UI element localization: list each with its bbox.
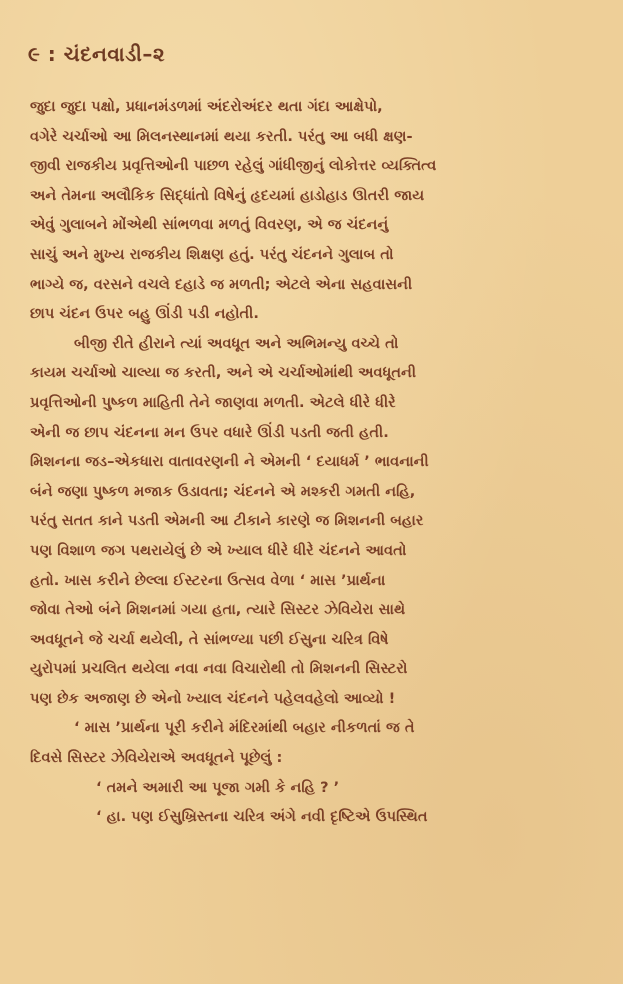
text-line: પરંતુ સતત કાને પડતી એમની આ ટીકાને કારણે જ મિશનની બહાર xyxy=(30,512,424,530)
text-line: સાચું અને મુખ્ય રાજકીય શિક્ષણ હતું. પરંતુ ચંદનને ગુલાબ તો xyxy=(30,245,394,263)
text-line: વગેરે ચર્ચાઓ આ મિલનસ્થાનમાં થયા કરતી. પરંતુ આ બધી ક્ષણ- xyxy=(30,127,413,145)
text-line: પણ વિશાળ જગ પથરાયેલું છે એ ખ્યાલ ધીરે ધીરે ચંદનને આવતો xyxy=(30,541,407,559)
text-line: બંને જણા પુષ્કળ મજાક ઉડાવતા; ચંદનને એ મશ્કરી ગમતી નહિ, xyxy=(30,482,416,500)
text-line: બીજી રીતે હીરાને ત્યાં અવધૂત અને અભિમન્યુ વચ્ચે તો xyxy=(74,334,399,352)
text-line: અને તેમના અલૌકિક સિદ્ધાંતો વિષેનું હૃદયમાં હાડોહાડ ઊતરી જાય xyxy=(30,186,425,204)
text-line: એવું ગુલાબને મોંએથી સાંભળવા મળતું વિવરણ, એ જ ચંદનનું xyxy=(30,216,389,234)
text-line: જીવી રાજકીય પ્રવૃત્તિઓની પાછળ રહેલું ગાંધીજીનું લોકોત્તર વ્યક્તિત્વ xyxy=(30,157,437,175)
text-line: ‘ હા. પણ ઈસુખ્રિસ્તના ચરિત્ર અંગે નવી દૃષ્ટિએ ઉપસ્થિત xyxy=(96,808,428,826)
text-line: ‘ તમને અમારી આ પૂજા ગમી કે નહિ ? ’ xyxy=(96,778,340,796)
text-line: છાપ ચંદન ઉપર બહુ ઊંડી પડી નહોતી. xyxy=(30,305,259,323)
page-header: ૯ : ચંદનવાડી–૨ xyxy=(28,42,166,66)
text-line: જોવા તેઓ બંને મિશનમાં ગયા હતા, ત્યારે સિસ્ટર ઝેવિયેરા સાથે xyxy=(30,601,406,619)
text-line: એની જ છાપ ચંદનના મન ઉપર વધારે ઊંડી પડતી જતી હતી. xyxy=(30,423,389,441)
text-line: યુરોપમાં પ્રચલિત થયેલા નવા નવા વિચારોથી તો મિશનની સિસ્ટરો xyxy=(30,660,408,678)
text-line: દિવસે સિસ્ટર ઝેવિયેરાએ અવધૂતને પૂછેલું : xyxy=(30,749,283,767)
text-line: મિશનના જડ–એકધારા વાતાવરણની ને એમની ‘ દયાધર્મ ’ ભાવનાની xyxy=(30,453,429,471)
text-line: ‘ માસ ’પ્રાર્થના પૂરી કરીને મંદિરમાંથી બહાર નીકળતાં જ તે xyxy=(74,719,415,737)
text-line: જુદા જુદા પક્ષો, પ્રધાનમંડળમાં અંદરોઅંદર થતા ગંદા આક્ષેપો, xyxy=(30,98,383,115)
text-line: ભાગ્યે જ, વરસને વચલે દહાડે જ મળતી; એટલે એના સહવાસની xyxy=(30,275,413,293)
text-line: અવધૂતને જે ચર્ચા થયેલી, તે સાંભળ્યા પછી ઈસુના ચરિત્ર વિષે xyxy=(30,630,389,648)
text-line: પ્રવૃત્તિઓની પુષ્કળ માહિતી તેને જાણવા મળતી. એટલે ધીરે ધીરે xyxy=(30,393,396,411)
text-line: હતો. ખાસ કરીને છેલ્લા ઈસ્ટરના ઉત્સવ વેળા ‘ માસ ’પ્રાર્થના xyxy=(30,571,386,589)
body-text xyxy=(30,92,595,832)
text-line: પણ છેક અજાણ છે એનો ખ્યાલ ચંદનને પહેલવહેલો આવ્યો ! xyxy=(30,689,396,707)
text-line: કાયમ ચર્ચાઓ ચાલ્યા જ કરતી, અને એ ચર્ચાઓમાંથી અવધૂતની xyxy=(30,364,417,382)
